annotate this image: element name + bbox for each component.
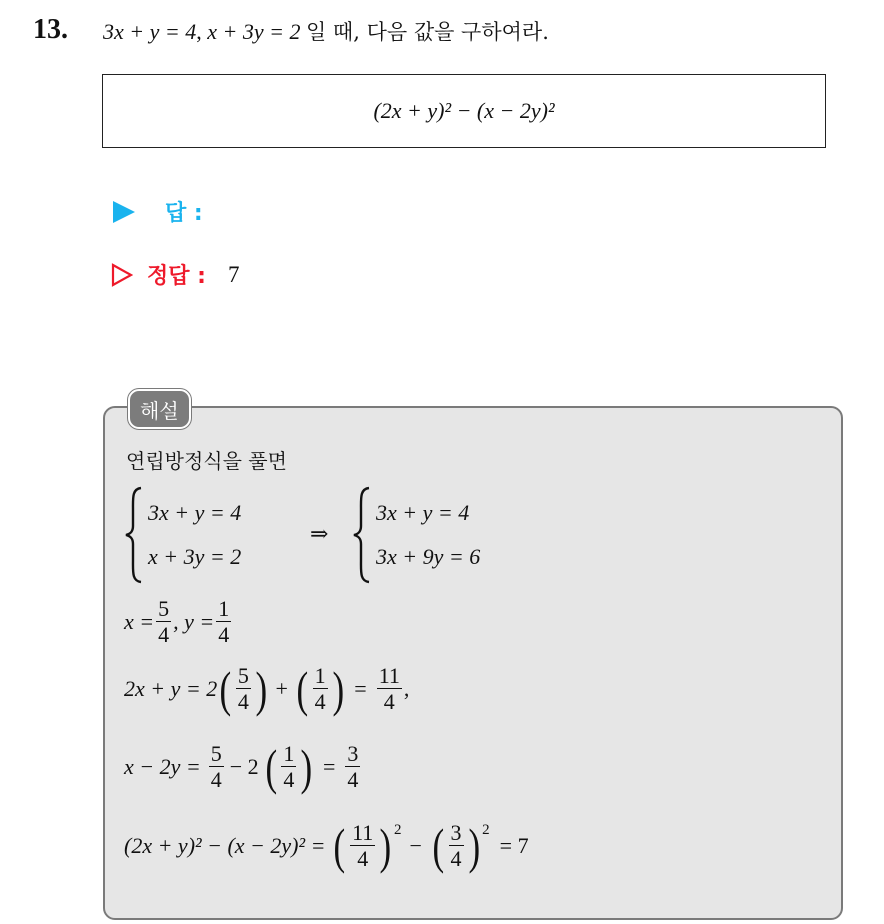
fraction: $\frac{1}{4}$ <box>314 663 326 715</box>
fraction: $\frac{1}{4}$ <box>283 741 295 793</box>
system1-eq1: 3x + y = 4 <box>148 500 242 525</box>
outline-triangle-icon <box>111 263 133 287</box>
correct-answer-value: 7 <box>227 261 240 287</box>
solution-values-line: x = $\frac{5}{4}$ , y = $\frac{1}{4}$ <box>124 596 230 648</box>
fraction: $\frac{11}{4}$ <box>378 663 400 715</box>
question-number: 13. <box>33 14 68 45</box>
question-prompt: 일 때, 다음 값을 구하여라. <box>305 20 549 44</box>
question-text: 3x + y = 4, x + 3y = 2 일 때, 다음 값을 구하여라. <box>103 19 549 44</box>
solution-intro: 연립방정식을 풀면 <box>126 449 287 473</box>
fraction: $\frac{5}{4}$ <box>237 663 249 715</box>
left-brace-icon-2 <box>352 486 372 584</box>
solution-line-3: 2x + y = 2 ( $\frac{5}{4}$ ) + ( $\frac{1}{4}$ ) = $\frac{11}{4}$ , <box>124 660 410 717</box>
expression-box <box>102 74 826 148</box>
condition-1: 3x + y = 4 <box>103 19 197 44</box>
fraction: $\frac{11}{4}$ <box>352 820 374 872</box>
play-triangle-icon <box>113 201 135 223</box>
fraction: $\frac{5}{4}$ <box>210 741 222 793</box>
condition-2: x + 3y = 2 <box>207 19 301 44</box>
fraction: $\frac{3}{4}$ <box>347 741 359 793</box>
fraction: $\frac{3}{4}$ <box>450 820 462 872</box>
implies-arrow: ⇒ <box>310 521 329 546</box>
fraction: $\frac{1}{4}$ <box>218 596 230 648</box>
system2-eq2: 3x + 9y = 6 <box>376 544 481 569</box>
system1-eq2: x + 3y = 2 <box>148 544 242 569</box>
solution-line-4: x − 2y = $\frac{5}{4}$ − 2 ( $\frac{1}{4}$ ) = $\frac{3}{4}$ <box>124 738 359 795</box>
target-expression: (2x + y)² − (x − 2y)² <box>373 98 555 123</box>
correct-answer-row <box>111 259 239 290</box>
answer-label: 답 : <box>165 201 203 226</box>
system2-eq1: 3x + y = 4 <box>376 500 470 525</box>
left-brace-icon <box>124 486 144 584</box>
solution-final-line: (2x + y)² − (x − 2y)² = ( $\frac{11}{4}$ ) $^2$ − ( $\frac{3}{4}$ ) $^2$ = 7 <box>124 817 529 874</box>
fraction: $\frac{5}{4}$ <box>158 596 170 648</box>
solution-tab: 해설 <box>128 389 191 429</box>
answer-row <box>113 196 203 227</box>
correct-answer-label: 정답 : <box>147 264 206 289</box>
